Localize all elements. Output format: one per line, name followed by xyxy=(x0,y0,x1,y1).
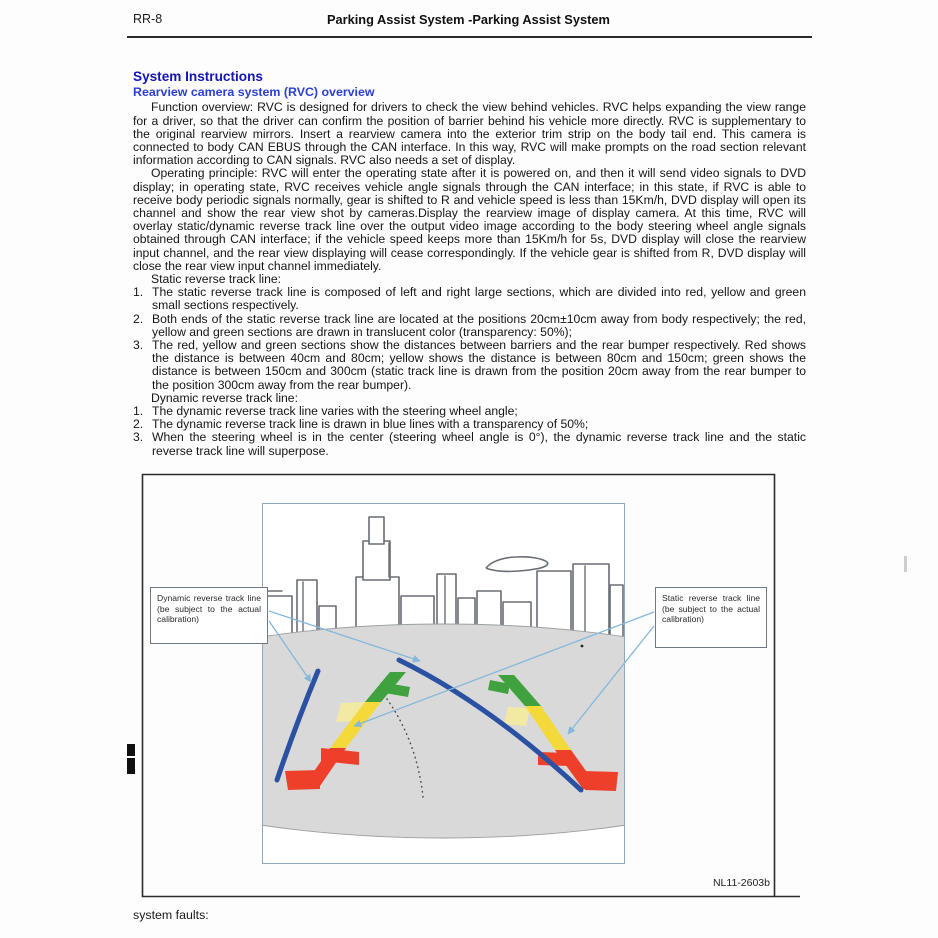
list-item xyxy=(133,339,806,392)
list-item xyxy=(133,431,806,457)
page-title: Parking Assist System -Parking Assist System xyxy=(327,12,610,27)
road-surface xyxy=(120,624,820,838)
list-number: 2. xyxy=(133,417,144,432)
figure-code: NL11-2603b xyxy=(712,877,770,889)
static-item-2: Both ends of the static reverse track line are located at the positions 20cm±10cm away from body respectively; the red, yellow and green sections are drawn in translucent color (transparency: 50%); xyxy=(152,311,806,339)
dynamic-list-heading: Dynamic reverse track line: xyxy=(151,390,298,405)
list-number: 2. xyxy=(133,311,144,326)
footer-text: system faults: xyxy=(133,908,209,922)
list-number: 3. xyxy=(133,338,144,353)
subsection-title: Rearview camera system (RVC) overview xyxy=(133,85,375,100)
header-rule xyxy=(127,36,812,38)
rearview-camera-figure xyxy=(120,470,820,902)
list-number: 1. xyxy=(133,285,144,300)
road-speck xyxy=(581,645,584,648)
list-number: 3. xyxy=(133,430,144,445)
paragraph-operating-principle: Operating principle: RVC will enter the operating state after it is powered on, and then it will send video signals to DVD display; in operating state, RVC receives vehicle angle signals through the CAN interface; in this state, if RVC is able to receive body periodic signals normally, gear is shifted to R and vehicle speed is less than 15Km/h, DVD display will open its channel and show the rear view shot by cameras.Display the rearview image of display camera. At this time, RVC will overlay static/dynamic reverse track line over the output video image according to the body steering wheel angle signals obtained through CAN interface; if the vehicle speed keeps more than 15Km/h for 5s, DVD display will close the rearview input channel, and the rear view displaying will cease correspondingly. If the vehicle gear is shifted from R, DVD display will close the rear view input channel immediately. xyxy=(133,166,806,273)
print-registration-mark xyxy=(127,744,135,774)
static-list-heading: Static reverse track line: xyxy=(151,272,282,287)
static-item-3: The red, yellow and green sections show the distances between barriers and the rear bumper respectively. Red shows the distance is between 40cm and 80cm; yellow shows the distance is between 80cm and 150cm; green shows the distance is between 150cm and 300cm (static track line is drawn from the position 20cm away from the rear bumper to the position 300cm away from the rear bumper). xyxy=(152,338,806,392)
paragraph-function-overview: Function overview: RVC is designed for drivers to check the view behind vehicles. RVC helps expanding the view range for a driver, so that the driver can confirm the position of barrier behind his vehicle more directly. RVC is supplementary to the original rearview mirrors. Insert a rearview camera into the exterior trim strip on the body tail end. This camera is connected to body CAN EBUS through the CAN interface. In this way, RVC will make prompts on the road section relevant information according to CAN signals. RVC also needs a set of display. xyxy=(133,100,806,168)
dynamic-track-callout: Dynamic reverse track line (be subject to the actual calibration) xyxy=(150,587,268,644)
dynamic-item-3: When the steering wheel is in the center (steering wheel angle is 0°), the dynamic reverse track line and the static reverse track line will superpose. xyxy=(152,430,806,458)
static-track-callout: Static reverse track line (be subject to the actual calibration) xyxy=(655,587,767,648)
list-item xyxy=(133,313,806,339)
page-number: RR-8 xyxy=(133,12,163,26)
list-item xyxy=(133,286,806,312)
static-item-1: The static reverse track line is composed of left and right large sections, which are divided into red, yellow and green small sections respectively. xyxy=(152,285,806,313)
dynamic-item-2: The dynamic reverse track line is drawn in blue lines with a transparency of 50%; xyxy=(152,417,589,432)
document-body xyxy=(133,70,806,458)
section-title: System Instructions xyxy=(133,69,263,84)
dynamic-item-1: The dynamic reverse track line varies with the steering wheel angle; xyxy=(152,404,518,419)
list-number: 1. xyxy=(133,404,144,419)
scan-artifact-tick xyxy=(904,556,907,572)
